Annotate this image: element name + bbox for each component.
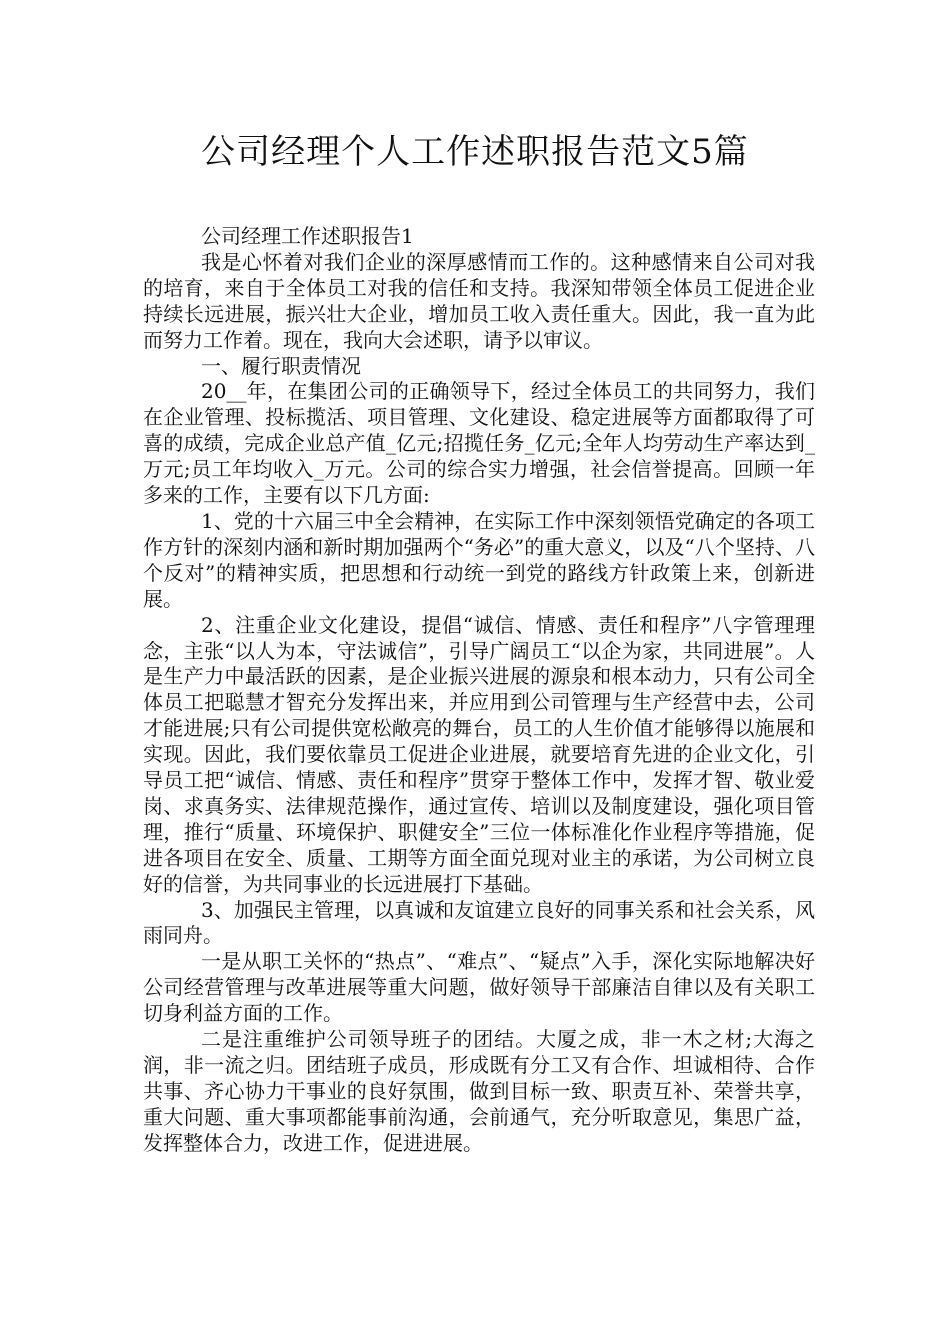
paragraph: 二是注重维护公司领导班子的团结。大厦之成，非一木之材;大海之润，非一流之归。团结班子成员，形成既有分工又有合作、坦诚相待、合作共事、齐心协力干事业的良好氛围，做到目标一致、职责互补、荣誉共享，重大问题、重大事项都能事前沟通，会前通气，充分听取意见，集思广益，发挥整体合力，改进工作，促进进展。 (143, 1027, 815, 1155)
paragraph: 1、党的十六届三中全会精神，在实际工作中深刻领悟党确定的各项工作方针的深刻内涵和新时期加强两个“务必”的重大意义，以及“八个坚持、八个反对”的精神实质，把思想和行动统一到党的路线方针政策上来，创新进展。 (143, 508, 815, 611)
paragraph: 3、加强民主管理，以真诚和友谊建立良好的同事关系和社会关系，风雨同舟。 (143, 897, 815, 948)
subsection-heading: 一、履行职责情况 (201, 353, 361, 378)
paragraph: 2、注重企业文化建设，提倡“诚信、情感、责任和程序”八字管理理念，主张“以人为本，守法诚信”，引导广阔员工“以企为家，共同进展”。人是生产力中最活跃的因素，是企业振兴进展的源泉和根本动力，只有公司全体员工把聪慧才智充分发挥出来，并应用到公司管理与生产经营中去，公司才能进展;只有公司提供宽松敞亮的舞台，员工的人生价值才能够得以施展和实现。因此，我们要依靠员工促进企业进展，就要培育先进的企业文化，引导员工把“诚信、情感、责任和程序”贯穿于整体工作中，发挥才智、敬业爱岗、求真务实、法律规范操作，通过宣传、培训以及制度建设，强化项目管理，推行“质量、环境保护、职健安全”三位一体标准化作业程序等措施，促进各项目在安全、质量、工期等方面全面兑现对业主的承诺，为公司树立良好的信誉，为共同事业的长远进展打下基础。 (143, 612, 815, 896)
document-body (143, 224, 815, 1157)
paragraph: 20__年，在集团公司的正确领导下，经过全体员工的共同努力，我们在企业管理、投标揽活、项目管理、文化建设、稳定进展等方面都取得了可喜的成绩，完成企业总产值_亿元;招揽任务_亿元;全年人均劳动生产率达到_万元;员工年均收入_万元。公司的综合实力增强，社会信誉提高。回顾一年多来的工作，主要有以下几方面: (143, 379, 815, 508)
paragraph: 我是心怀着对我们企业的深厚感情而工作的。这种感情来自公司对我的培育，来自于全体员工对我的信任和支持。我深知带领全体员工促进企业持续长远进展，振兴壮大企业，增加员工收入责任重大。因此，我一直为此而努力工作着。现在，我向大会述职，请予以审议。 (143, 249, 815, 352)
section-heading: 公司经理工作述职报告1 (201, 224, 414, 248)
paragraph: 一是从职工关怀的“热点”、“难点”、“疑点”入手，深化实际地解决好公司经营管理与改革进展等重大问题，做好领导干部廉洁自律以及有关职工切身利益方面的工作。 (143, 949, 815, 1026)
document-title: 公司经理个人工作述职报告范文5篇 (201, 132, 749, 172)
